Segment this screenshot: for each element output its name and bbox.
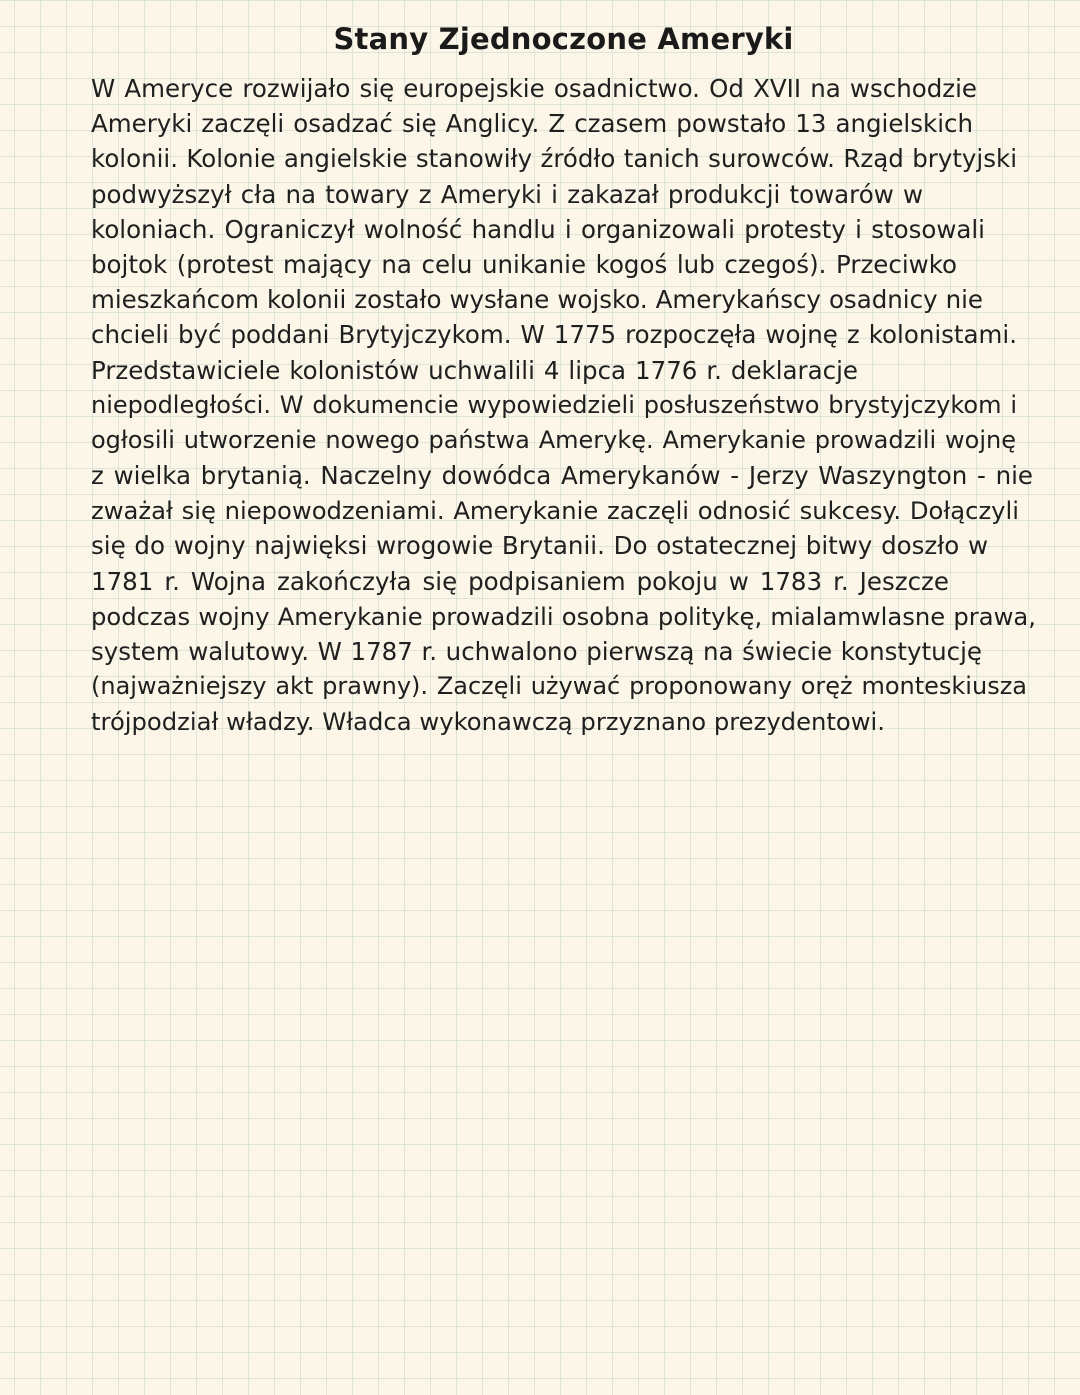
text-line: z wielka brytanią. Naczelny dowódca Amerykanów - Jerzy Waszyngton - nie [91, 461, 1033, 491]
text-line: bojtok (protest mający na celu unikanie kogoś lub czegoś). Przeciwko [91, 249, 957, 279]
text-line: trójpodział władzy. Władca wykonawczą przyznano prezydentowi. [91, 707, 885, 737]
text-line: (najważniejszy akt prawny). Zaczęli używać proponowany oręż monteskiusza [91, 672, 1027, 701]
text-line: kolonii. Kolonie angielskie stanowiły źródło tanich surowców. Rząd brytyjski [91, 144, 1017, 174]
text-line: chcieli być poddani Brytyjczykom. W 1775 rozpoczęła wojnę z kolonistami. [91, 320, 1017, 350]
text-line: zważał się niepowodzeniami. Amerykanie zaczęli odnosić sukcesy. Dołączyli [91, 496, 1019, 526]
text-line: Ameryki zaczęli osadzać się Anglicy. Z czasem powstało 13 angielskich [91, 109, 973, 139]
text-line: podczas wojny Amerykanie prowadzili osobna politykę, mialamwlasne prawa, [91, 601, 1036, 631]
page-title: Stany Zjednoczone Ameryki [333, 22, 794, 56]
body-paragraph [91, 71, 1036, 740]
text-line: W Ameryce rozwijało się europejskie osadnictwo. Od XVII na wschodzie [91, 74, 977, 103]
text-line: system walutowy. W 1787 r. uchwalono pierwszą na świecie konstytucję [91, 637, 982, 666]
text-line: Przedstawiciele kolonistów uchwalili 4 lipca 1776 r. deklaracje [91, 355, 858, 385]
text-line: się do wojny najwięksi wrogowie Brytanii. Do ostatecznej bitwy doszło w [91, 531, 988, 561]
text-line: podwyższył cła na towary z Ameryki i zakazał produkcji towarów w [91, 179, 923, 209]
text-line: niepodległości. W dokumencie wypowiedzieli posłuszeństwo brystyjczykom i [91, 390, 1017, 419]
text-line: mieszkańcom kolonii zostało wysłane wojsko. Amerykańscy osadnicy nie [91, 285, 983, 315]
text-line: 1781 r. Wojna zakończyła się podpisaniem pokoju w 1783 r. Jeszcze [91, 566, 949, 596]
text-line: koloniach. Ograniczył wolność handlu i organizowali protesty i stosowali [91, 214, 985, 244]
text-line: ogłosili utworzenie nowego państwa Amerykę. Amerykanie prowadzili wojnę [91, 425, 1016, 454]
